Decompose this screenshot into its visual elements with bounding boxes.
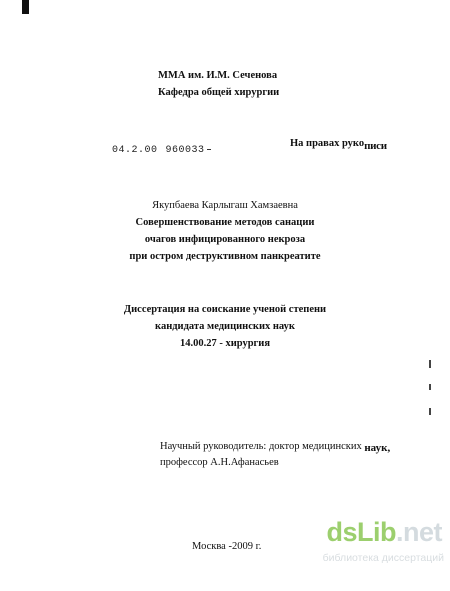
title-line-1: Совершенствование методов санации: [135, 217, 315, 228]
supervisor-title: Научный руководитель: доктор медицинских: [160, 441, 362, 452]
department-name: Кафедра общей хирургии: [158, 87, 280, 98]
watermark-logo: [326, 517, 442, 548]
manuscript-note-prefix: На правах руко: [290, 138, 365, 149]
title-line-3: при остром деструктивном панкреатите: [129, 251, 321, 262]
author-name: Якупбаева Карлыгаш Хамзаевна: [152, 200, 298, 211]
margin-mark: [429, 408, 431, 415]
supervisor-title-tail: наук,: [364, 442, 391, 454]
watermark-logo-part-1: dsLib: [326, 517, 396, 547]
institution-name: ММА им. И.М. Сеченова: [158, 70, 278, 81]
watermark-logo-part-2: .net: [395, 517, 442, 547]
title-line-2: очагов инфицированного некроза: [144, 234, 306, 245]
watermark-subtitle: библиотека диссертаций: [322, 552, 444, 564]
dslib-watermark: [304, 517, 450, 591]
registration-stamp: [112, 145, 211, 156]
dissertation-line-1: Диссертация на соискание ученой степени: [123, 304, 327, 315]
dissertation-line-3: 14.00.27 - хирургия: [179, 338, 271, 349]
margin-mark: [429, 384, 431, 390]
stamp-number-a: 04.2.00: [112, 145, 158, 156]
dissertation-line-2: кандидата медицинских наук: [155, 321, 295, 332]
corner-scan-mark: [22, 0, 29, 14]
stamp-dash-mark: [207, 149, 211, 150]
manuscript-note-suffix: писи: [364, 140, 387, 152]
stamp-number-b: 960033: [165, 145, 205, 156]
margin-mark: [429, 360, 431, 368]
manuscript-rights-note: [290, 137, 387, 150]
supervisor-name: профессор А.Н.Афанасьев: [160, 457, 279, 468]
place-and-year: Москва -2009 г.: [192, 541, 262, 552]
supervisor-line-1: [160, 440, 390, 453]
